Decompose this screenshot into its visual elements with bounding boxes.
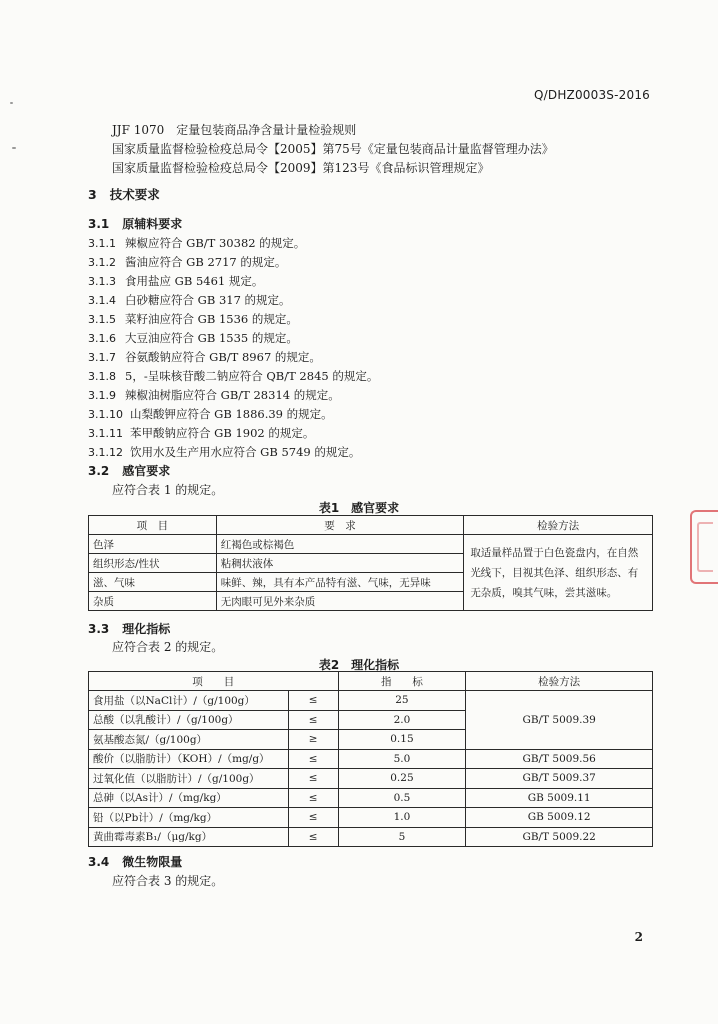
section-title: 技术要求 (109, 187, 160, 202)
table-cell: ≤ (288, 788, 338, 808)
subsection-number: 3.3 (88, 622, 110, 636)
section-number: 3 (88, 187, 97, 202)
table-cell: ≤ (288, 691, 338, 711)
sensory-table (88, 515, 653, 611)
item-number: 3.1.12 (88, 446, 123, 459)
item-text: 饮用水及生产用水应符合 GB 5749 的规定。 (130, 445, 361, 459)
table-cell: 铅（以Pb计）/（mg/kg） (89, 808, 289, 828)
item-number: 3.1.1 (88, 237, 116, 250)
table-row (89, 788, 653, 808)
column-header: 项 目 (89, 516, 217, 535)
table-cell: 黄曲霉毒素B₁/（μg/kg） (89, 827, 289, 847)
table-cell: ≤ (288, 769, 338, 789)
table-row (89, 535, 653, 554)
list-item (88, 348, 378, 367)
list-item (88, 405, 378, 424)
item-number: 3.1.8 (88, 370, 116, 383)
table-cell: ≤ (288, 827, 338, 847)
column-header: 检验方法 (464, 516, 653, 535)
subsection-title: 理化指标 (122, 622, 171, 636)
table-row (89, 827, 653, 847)
subsection-heading (88, 620, 170, 637)
table-cell: 红褐色或棕褐色 (216, 535, 464, 554)
table-cell: 酸价（以脂肪计）（KOH）/（mg/g） (89, 749, 289, 769)
paragraph: 应符合表 1 的规定。 (112, 483, 224, 497)
column-header: 指 标 (338, 672, 466, 691)
table-cell: 杂质 (89, 592, 217, 611)
subsection-heading (88, 853, 182, 870)
table-row (89, 749, 653, 769)
column-header: 检验方法 (466, 672, 653, 691)
item-text: 酱油应符合 GB 2717 的规定。 (125, 255, 287, 269)
table-cell: GB 5009.12 (466, 808, 653, 828)
table-cell: 5.0 (338, 749, 466, 769)
table-cell: 粘稠状液体 (216, 554, 464, 573)
subsection-title: 原辅料要求 (122, 217, 183, 231)
list-item (88, 253, 378, 272)
subsection-number: 3.4 (88, 855, 110, 869)
table-cell: GB 5009.11 (466, 788, 653, 808)
table-cell: 25 (338, 691, 466, 711)
paragraph: 应符合表 3 的规定。 (112, 874, 224, 888)
item-text: 食用盐应 GB 5461 规定。 (125, 274, 264, 288)
table-row (89, 808, 653, 828)
scan-speck (10, 102, 13, 104)
list-item (88, 234, 378, 253)
item-number: 3.1.6 (88, 332, 116, 345)
table-cell: 总酸（以乳酸计）/（g/100g） (89, 710, 289, 730)
reference-item: 国家质量监督检验检疫总局令【2005】第75号《定量包装商品计量监督管理办法》 (112, 142, 554, 156)
list-item (88, 291, 378, 310)
list-item (88, 272, 378, 291)
subsection-heading (88, 215, 182, 232)
item-text: 辣椒应符合 GB/T 30382 的规定。 (125, 236, 306, 250)
table-cell: ≥ (288, 730, 338, 750)
table-cell: 0.15 (338, 730, 466, 750)
item-number: 3.1.4 (88, 294, 116, 307)
table-row (89, 691, 653, 711)
item-number: 3.1.3 (88, 275, 116, 288)
materials-list (88, 234, 378, 462)
list-item (88, 424, 378, 443)
item-number: 3.1.10 (88, 408, 123, 421)
table-cell: 5 (338, 827, 466, 847)
table-cell: 无肉眼可见外来杂质 (216, 592, 464, 611)
item-number: 3.1.5 (88, 313, 116, 326)
column-header: 要 求 (216, 516, 464, 535)
references-list (112, 121, 554, 178)
list-item (88, 443, 378, 462)
item-text: 谷氨酸钠应符合 GB/T 8967 的规定。 (125, 350, 321, 364)
table-cell: 0.5 (338, 788, 466, 808)
list-item (88, 367, 378, 386)
item-text: 辣椒油树脂应符合 GB/T 28314 的规定。 (125, 388, 340, 402)
table-header-row (89, 516, 653, 535)
reference-item: JJF 1070 定量包装商品净含量计量检验规则 (112, 123, 357, 137)
item-text: 大豆油应符合 GB 1535 的规定。 (125, 331, 298, 345)
table-cell: ≤ (288, 749, 338, 769)
table-header-row (89, 672, 653, 691)
item-number: 3.1.2 (88, 256, 116, 269)
table-cell: 味鲜、辣，具有本产品特有滋、气味，无异味 (216, 573, 464, 592)
table-cell: 滋、气味 (89, 573, 217, 592)
table-cell: 食用盐（以NaCl计）/（g/100g） (89, 691, 289, 711)
subsection-heading (88, 462, 170, 479)
table-cell: GB/T 5009.56 (466, 749, 653, 769)
table-row (89, 769, 653, 789)
item-text: 苯甲酸钠应符合 GB 1902 的规定。 (130, 426, 315, 440)
seal-stamp-icon (690, 510, 718, 584)
subsection-number: 3.2 (88, 464, 110, 478)
reference-item: 国家质量监督检验检疫总局令【2009】第123号《食品标识管理规定》 (112, 161, 490, 175)
table-cell: 组织形态/性状 (89, 554, 217, 573)
table-cell: ≤ (288, 710, 338, 730)
page-number: 2 (634, 930, 643, 944)
table-caption: 表2 理化指标 (318, 658, 400, 672)
item-text: 白砂糖应符合 GB 317 的规定。 (125, 293, 291, 307)
table-cell: 1.0 (338, 808, 466, 828)
item-number: 3.1.7 (88, 351, 116, 364)
table-cell: GB/T 5009.22 (466, 827, 653, 847)
item-text: 菜籽油应符合 GB 1536 的规定。 (125, 312, 298, 326)
table-cell: 0.25 (338, 769, 466, 789)
list-item (88, 329, 378, 348)
table-cell: 色泽 (89, 535, 217, 554)
paragraph: 应符合表 2 的规定。 (112, 640, 224, 654)
list-item (88, 310, 378, 329)
table-cell: GB/T 5009.37 (466, 769, 653, 789)
table-cell: 总砷（以As计）/（mg/kg） (89, 788, 289, 808)
table-cell: GB/T 5009.39 (466, 691, 653, 750)
subsection-title: 微生物限量 (122, 855, 183, 869)
section-heading (88, 185, 160, 203)
table-caption: 表1 感官要求 (318, 501, 400, 515)
scan-speck (12, 147, 16, 149)
list-item (88, 386, 378, 405)
table-cell: 取适量样品置于白色瓷盘内，在自然光线下，目视其色泽、组织形态、有无杂质，嗅其气味，尝其滋味。 (464, 535, 653, 611)
subsection-title: 感官要求 (122, 464, 171, 478)
item-number: 3.1.9 (88, 389, 116, 402)
item-number: 3.1.11 (88, 427, 123, 440)
item-text: 山梨酸钾应符合 GB 1886.39 的规定。 (130, 407, 333, 421)
column-header: 项 目 (89, 672, 339, 691)
subsection-number: 3.1 (88, 217, 110, 231)
table-cell: 氨基酸态氮/（g/100g） (89, 730, 289, 750)
table-cell: 2.0 (338, 710, 466, 730)
table-cell: 过氧化值（以脂肪计）/（g/100g） (89, 769, 289, 789)
item-text: 5，-呈味核苷酸二钠应符合 QB/T 2845 的规定。 (125, 369, 379, 383)
document-number: Q/DHZ0003S-2016 (534, 88, 650, 102)
table-cell: ≤ (288, 808, 338, 828)
physicochemical-table (88, 671, 653, 847)
